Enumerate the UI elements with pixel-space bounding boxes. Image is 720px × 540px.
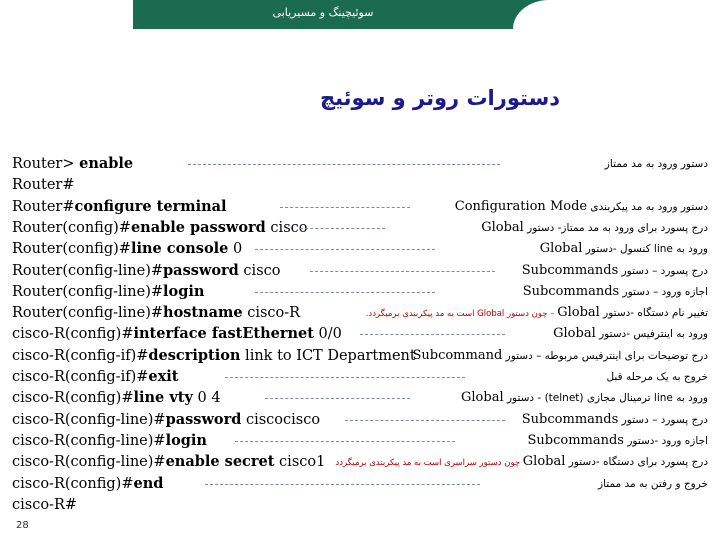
description-text: اجازه ورود -دستور: [623, 434, 708, 447]
page-number: 28: [16, 520, 29, 531]
command-argument: cisco-R: [242, 305, 301, 322]
command-text: [12, 345, 416, 367]
mode-name: Global: [539, 241, 583, 257]
dashed-leader: [235, 441, 455, 442]
dashed-leader: [280, 207, 410, 208]
description-text: درج پسورد برای ورود به مد ممتاز- دستور: [523, 221, 708, 234]
command-row: [0, 196, 720, 217]
command-text: [12, 260, 281, 282]
prompt: cisco-R(config)#: [12, 390, 134, 407]
command-text: [12, 430, 207, 452]
command-row: [0, 345, 720, 366]
command-description: [335, 451, 708, 474]
command-text: [12, 323, 342, 345]
command-description: [412, 345, 708, 368]
mode-name: Global: [553, 326, 596, 342]
description-text: درج توضیحات برای اینترفیس مربوطه – دستور: [502, 349, 708, 362]
command-description: [553, 323, 708, 346]
mode-name: Global: [557, 305, 600, 321]
command-text: [12, 366, 178, 388]
command-text: [12, 387, 221, 409]
command-keyword: interface fastEthernet: [133, 325, 314, 343]
command-description: [528, 430, 709, 453]
command-text: [12, 196, 227, 218]
mode-name: Global: [461, 390, 504, 406]
command-row: [0, 451, 720, 472]
command-row: [0, 494, 720, 515]
mode-name: Global: [522, 454, 566, 470]
command-text: [12, 281, 204, 303]
description-text: درج پسورد – دستور: [618, 413, 708, 426]
mode-name: Subcommand: [412, 347, 503, 363]
command-argument: 0: [228, 241, 243, 258]
command-description: [455, 196, 708, 219]
command-row: [0, 387, 720, 408]
command-description: [522, 260, 708, 283]
red-note: – چون دستور Global است به مد پیکربندی برمیگردد.: [365, 309, 558, 320]
description-text: درج پسورد برای دستگاه -دستور: [565, 456, 708, 469]
banner-title: سوئیچینگ و مسیریابی: [272, 6, 374, 19]
command-row: [0, 302, 720, 323]
command-row: [0, 409, 720, 430]
slide-title: دستورات روتر و سوئیچ: [319, 86, 560, 110]
description-text: ورود به اینترفیس -دستور: [595, 328, 708, 341]
dashed-leader: [345, 420, 505, 421]
prompt: cisco-R(config)#: [12, 326, 134, 343]
prompt: Router#: [12, 177, 75, 194]
command-keyword: exit: [148, 368, 179, 385]
dashed-leader: [255, 292, 435, 293]
command-keyword: password: [163, 261, 239, 279]
command-description: [461, 387, 708, 410]
prompt: Router(config-line)#: [12, 262, 164, 279]
description-text: خروج و رفتن به مد ممتاز: [598, 477, 708, 490]
prompt: cisco-R(config)#: [12, 475, 134, 492]
mode-name: Subcommands: [527, 432, 624, 448]
command-text: [12, 238, 242, 260]
command-argument: cisco: [265, 219, 308, 236]
command-argument: link to ICT Department: [240, 347, 416, 364]
command-row: [0, 323, 720, 344]
prompt: Router(config-line)#: [12, 283, 164, 300]
command-description: [481, 217, 708, 240]
command-keyword: enable password: [130, 218, 266, 236]
command-keyword: enable: [79, 155, 134, 172]
prompt: cisco-R#: [12, 496, 78, 513]
prompt: cisco-R(config-line)#: [12, 432, 166, 449]
banner-decoration: [513, 0, 553, 29]
command-text: [12, 302, 300, 324]
command-row: [0, 238, 720, 259]
command-keyword: description: [148, 346, 241, 364]
mode-name: Subcommands: [521, 411, 619, 427]
command-row: [0, 153, 720, 174]
command-text: [12, 494, 77, 516]
command-row: [0, 430, 720, 451]
command-keyword: login: [163, 282, 205, 300]
command-row: [0, 473, 720, 494]
command-description: [366, 302, 708, 325]
mode-name: Subcommands: [521, 262, 619, 278]
prompt: Router>: [12, 156, 80, 172]
prompt: Router(config)#: [12, 219, 131, 236]
prompt: cisco-R(config-if)#: [12, 347, 149, 364]
command-argument: 0/0: [313, 326, 342, 343]
command-description: [523, 281, 708, 304]
command-text: [12, 409, 320, 431]
command-argument: ciscocisco: [241, 411, 321, 428]
command-description: [522, 409, 708, 432]
dashed-leader: [188, 164, 500, 165]
description-text: ورود به line ترمینال مجازی (telnet) - دستور: [503, 392, 708, 405]
mode-name: Global: [481, 219, 524, 235]
command-keyword: line vty: [133, 389, 193, 407]
command-text: [12, 473, 163, 495]
dashed-leader: [265, 398, 410, 399]
dashed-leader: [255, 249, 435, 250]
description-text: درج پسورد – دستور: [618, 264, 708, 277]
command-argument: 0 4: [192, 390, 221, 407]
mode-name: Subcommands: [522, 283, 620, 299]
command-text: [12, 174, 74, 196]
description-text: دستور ورود به مد پیکربندی: [587, 200, 708, 213]
command-keyword: enable secret: [165, 453, 275, 471]
description-text: تغییر نام دستگاه -دستور: [599, 307, 708, 320]
command-text: [12, 451, 325, 473]
command-row: [0, 366, 720, 387]
description-text: اجازه ورود – دستور: [619, 285, 708, 298]
header-banner: [133, 0, 553, 29]
prompt: cisco-R(config-if)#: [12, 369, 149, 385]
prompt: Router#: [12, 198, 75, 215]
command-argument: cisco1: [274, 454, 326, 471]
command-description: [540, 238, 708, 261]
command-keyword: line console: [130, 240, 229, 258]
dashed-leader: [360, 334, 505, 335]
description-text: دستور ورود به مد ممتاز: [604, 158, 708, 170]
command-keyword: login: [165, 431, 207, 449]
command-keyword: configure terminal: [74, 197, 227, 215]
command-text: [12, 217, 308, 239]
command-keyword: hostname: [163, 304, 243, 322]
dashed-leader: [205, 484, 480, 485]
command-keyword: password: [165, 410, 242, 428]
command-description: [606, 366, 708, 389]
command-text: [12, 153, 133, 175]
command-row: [0, 217, 720, 238]
command-description: [598, 473, 708, 496]
dashed-leader: [300, 228, 385, 229]
description-text: خروج به یک مرحله قبل: [606, 371, 708, 383]
command-keyword: end: [133, 474, 164, 492]
prompt: Router(config-line)#: [12, 305, 164, 322]
dashed-leader: [225, 377, 465, 378]
prompt: Router(config)#: [12, 241, 131, 258]
command-argument: cisco: [238, 262, 281, 279]
command-row: [0, 174, 720, 195]
command-row: [0, 281, 720, 302]
prompt: cisco-R(config-line)#: [12, 411, 166, 428]
dashed-leader: [310, 271, 495, 272]
prompt: cisco-R(config-line)#: [12, 454, 166, 471]
command-description: [605, 153, 708, 176]
red-note: چون دستور سراسری است به مد پیکربندی برمیگردد: [335, 458, 523, 469]
mode-name: Configuration Mode: [454, 198, 588, 214]
command-row: [0, 260, 720, 281]
description-text: ورود به line کنسول -دستور: [582, 243, 708, 256]
